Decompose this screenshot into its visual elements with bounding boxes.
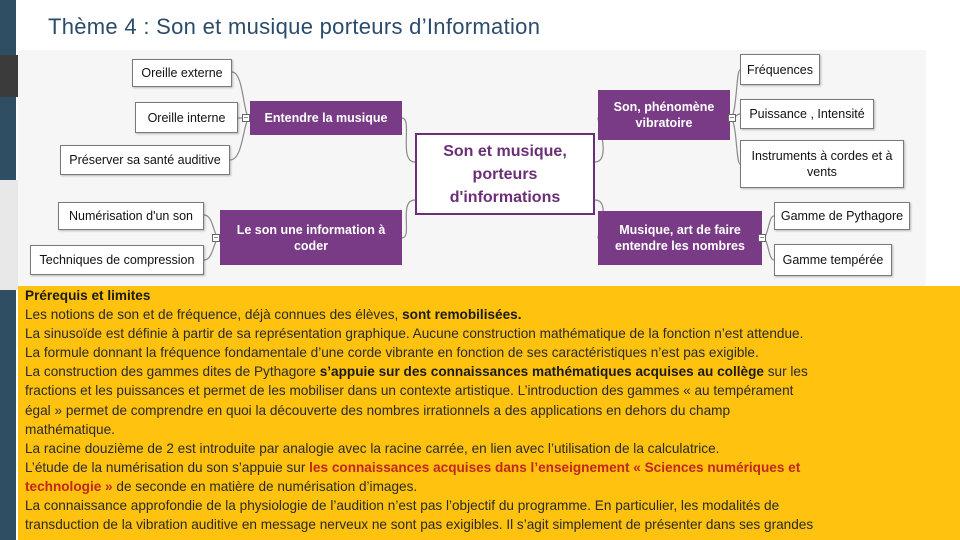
prerequisites-panel — [18, 286, 960, 540]
leaf-label: Instruments à cordes et à vents — [751, 149, 893, 179]
link-center-lb — [402, 200, 415, 238]
leaf-compression — [30, 245, 204, 275]
leaf-frequences — [740, 54, 820, 85]
left-accent-bar — [0, 0, 16, 540]
text-span-red: les connaissances acquises dans l’enseignement « Sciences numériques et — [309, 459, 801, 475]
leaf-label: Oreille externe — [141, 66, 223, 80]
branch-son-information — [220, 210, 402, 265]
text-line — [18, 305, 960, 324]
link-rt-3 — [730, 118, 740, 164]
text-span-red: technologie » — [25, 478, 113, 494]
branch-label: Son, phénomène vibratoire — [613, 100, 715, 130]
text-span: La construction des gammes dites de Pythagore — [25, 364, 320, 380]
branch-label: Musique, art de faire entendre les nombres — [615, 223, 745, 253]
collapse-toggle-lb[interactable]: − — [213, 233, 219, 242]
text-span: Les notions de son et de fréquence, déjà connues des élèves, — [25, 307, 403, 323]
left-bar-notch — [0, 55, 18, 97]
text-line — [18, 362, 960, 381]
leaf-label: Puissance , Intensité — [749, 107, 865, 121]
branch-musique-nombres — [598, 211, 762, 265]
text-span: L’étude de la numérisation du son s’appuie sur — [25, 459, 310, 475]
leaf-label: Gamme de Pythagore — [780, 209, 904, 223]
text-line: La sinusoïde est définie à partir de sa représentation graphique. Aucune construction mathématique de la fonction n’est attendue. — [25, 326, 804, 342]
leaf-numerisation — [58, 202, 204, 230]
leaf-label: Numérisation d'un son — [69, 209, 193, 223]
leaf-puissance — [740, 99, 874, 129]
branch-label: Entendre la musique — [264, 111, 388, 125]
center-topic-label: Son et musique, porteurs d'informations — [443, 142, 567, 206]
leaf-label: Techniques de compression — [39, 253, 195, 267]
link-center-lt — [402, 118, 415, 162]
text-span-bold: sont remobilisées. — [402, 307, 522, 323]
branch-son-phenomene — [598, 90, 730, 140]
text-line — [18, 477, 960, 496]
leaf-oreille-interne — [135, 102, 238, 133]
text-line: mathématique. — [25, 421, 115, 437]
text-span: de seconde en matière de numérisation d’images. — [112, 478, 418, 494]
collapse-toggle-rt[interactable]: − — [729, 113, 735, 122]
page-title: Thème 4 : Son et musique porteurs d’Information — [48, 14, 541, 39]
branch-label: Le son une information à coder — [236, 222, 386, 253]
text-line: égal » permet de comprendre en quoi la découverte des nombres irrationnels a des applications en dehors du champ — [25, 402, 731, 418]
leaf-label: Préserver sa santé auditive — [69, 153, 221, 167]
link-rt-1 — [730, 70, 740, 118]
text-line: transduction de la vibration auditive en message nerveux ne sont pas exigibles. Il s’agit simplement de présenter dans ses grandes — [25, 517, 814, 533]
text-line: La formule donnant la fréquence fondamentale d’une corde vibrante en fonction de ses caractéristiques n’est pas exigible. — [25, 345, 759, 361]
text-line: La racine douzième de 2 est introduite par analogie avec la racine carrée, en lien avec l’utilisation de la calculatrice. — [25, 440, 720, 456]
leaf-oreille-externe — [132, 59, 232, 87]
leaf-gamme-temperee — [774, 244, 892, 276]
branch-entendre-musique — [250, 101, 402, 135]
text-span-bold: s’appuie sur des connaissances mathématiques acquises au collège — [319, 364, 764, 380]
mind-map — [18, 50, 926, 288]
left-bar-strip — [0, 180, 18, 290]
center-topic — [415, 133, 595, 215]
text-line: La connaissance approfondie de la physiologie de l’audition n’est pas l’objectif du programme. En particulier, les modalités de — [25, 498, 780, 514]
text-line: fractions et les puissances et permet de les mobiliser dans un contexte artistique. L’introduction des gammes « au tempérament — [25, 383, 794, 399]
leaf-gamme-pythagore — [774, 202, 910, 230]
leaf-instruments — [740, 140, 904, 188]
leaf-preserver-sante — [60, 145, 230, 175]
collapse-toggle-lt[interactable]: − — [243, 113, 249, 122]
leaf-label: Oreille interne — [147, 110, 226, 125]
leaf-label: Gamme tempérée — [782, 253, 884, 267]
panel-heading: Prérequis et limites — [25, 288, 151, 303]
leaf-label: Fréquences — [746, 62, 813, 77]
collapse-toggle-rb[interactable]: − — [759, 233, 765, 242]
text-line — [18, 458, 960, 477]
text-span: sur les — [763, 364, 808, 380]
